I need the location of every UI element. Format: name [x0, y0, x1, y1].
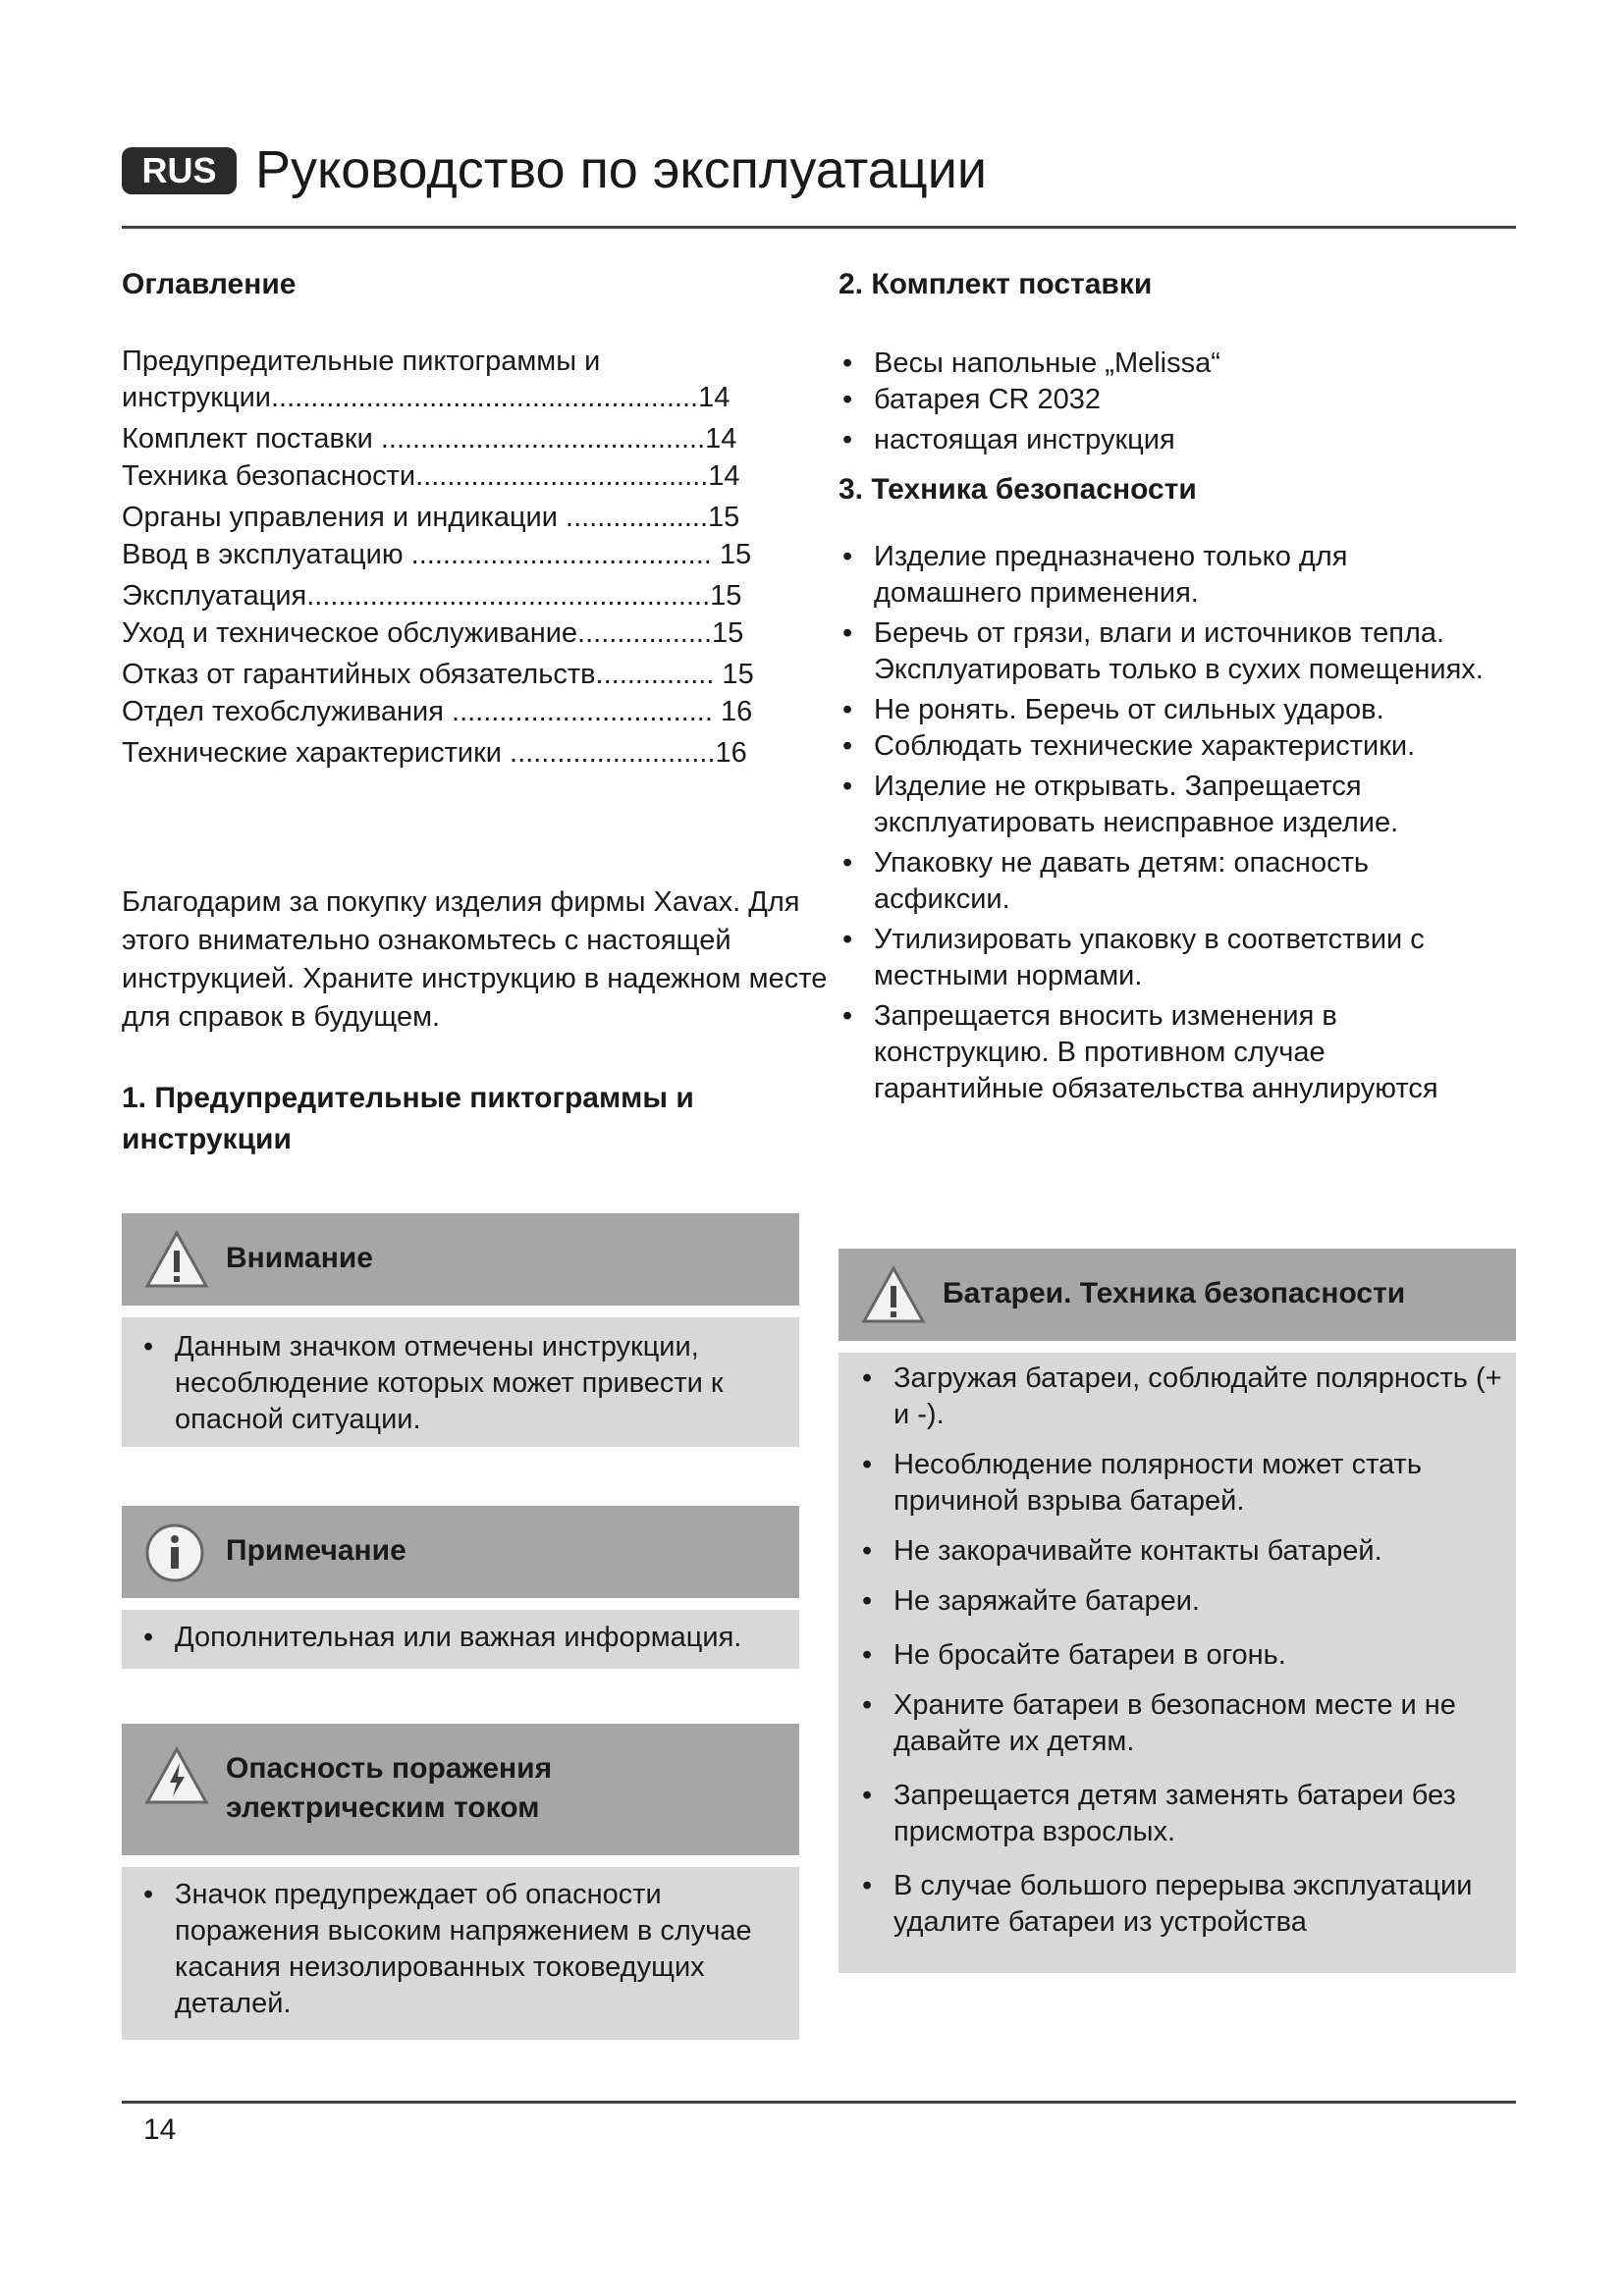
header-divider — [122, 226, 1516, 229]
toc-heading: Оглавление — [122, 268, 297, 300]
note-box-text: • Дополнительная или важная информация. — [139, 1620, 799, 1656]
batteries-box-header — [839, 1249, 1516, 1341]
info-circle-icon — [143, 1522, 206, 1592]
safety-item: • Утилизировать упаковку в соответствии с местными нормами. — [839, 922, 1542, 994]
page-header — [122, 140, 1516, 228]
electric-hazard-box-header — [122, 1724, 799, 1855]
batteries-box-title: Батареи. Техника безопасности — [943, 1277, 1406, 1309]
toc-item: Уход и техническое обслуживание.................15 — [122, 617, 744, 649]
safety-item: • Изделие не открывать. Запрещается эксплуатировать неисправное изделие. — [839, 769, 1463, 841]
battery-item: • Храните батареи в безопасном месте и не давайте их детям. — [858, 1687, 1506, 1760]
warning-box-text: • Данным значком отмечены инструкции, несоблюдение которых может привести к опасной ситуации. — [139, 1329, 785, 1438]
electric-hazard-box-body — [122, 1867, 799, 2040]
safety-item: • Беречь от грязи, влаги и источников тепла. Эксплуатировать только в сухих помещениях. — [839, 615, 1545, 688]
delivery-item: • батарея CR 2032 — [839, 382, 1545, 418]
note-box-title: Примечание — [226, 1534, 406, 1567]
battery-item: • Несоблюдение полярности может стать причиной взрыва батарей. — [858, 1447, 1443, 1520]
electric-hazard-icon — [143, 1745, 210, 1814]
toc-item: Отдел техобслуживания ................................. 16 — [122, 696, 753, 727]
section-1 — [122, 1078, 750, 1160]
warning-triangle-icon — [143, 1229, 210, 1298]
page-number: 14 — [143, 2113, 177, 2146]
warning-box-title: Внимание — [226, 1242, 373, 1274]
toc-item: Органы управления и индикации ..................15 — [122, 502, 740, 533]
safety-item: • Запрещается вносить изменения в конструкцию. В противном случае гарантийные обязательства аннулируются — [839, 998, 1502, 1107]
toc-item: Комплект поставки .........................................14 — [122, 423, 737, 454]
battery-item: • Не закорачивайте контакты батарей. — [858, 1533, 1506, 1570]
intro-text: Благодарим за покупку изделия фирмы Xavax. Для этого внимательно ознакомьтесь с настоящей инструкцией. Храните инструкцию в надежном месте для справок в будущем. — [122, 886, 828, 1033]
battery-item: • В случае большого перерыва эксплуатации удалите батареи из устройства — [858, 1868, 1506, 1941]
warning-box-header — [122, 1213, 799, 1306]
battery-item: • Не заряжайте батареи. — [858, 1583, 1506, 1620]
section-3-heading: 3. Техника безопасности — [839, 473, 1197, 506]
safety-list — [839, 539, 1545, 1107]
toc-item: Техника безопасности.....................................14 — [122, 460, 740, 492]
toc-item: Технические характеристики ..........................16 — [122, 737, 747, 769]
toc-item: Отказ от гарантийных обязательств............... 15 — [122, 659, 754, 690]
safety-item: • Не ронять. Беречь от сильных ударов. — [839, 692, 1545, 728]
delivery-list — [839, 346, 1545, 458]
warning-triangle-icon — [860, 1264, 927, 1333]
electric-hazard-box-title: Опасность поражения электрическим током — [226, 1752, 553, 1824]
safety-item: • Изделие предназначено только для домашнего применения. — [839, 539, 1365, 612]
electric-hazard-box-text: • Значок предупреждает об опасности поражения высоким напряжением в случае касания неизолированных токоведущих деталей. — [139, 1877, 760, 2022]
batteries-safety-box — [839, 1249, 1516, 1975]
battery-item: • Загружая батареи, соблюдайте полярность (+ и -). — [858, 1361, 1506, 1433]
note-box-body — [122, 1610, 799, 1669]
intro-block — [122, 883, 829, 1037]
toc-item: Эксплуатация...................................................15 — [122, 580, 742, 612]
warning-box-body — [122, 1317, 799, 1447]
section-2-heading: 2. Комплект поставки — [839, 268, 1153, 300]
right-column — [839, 265, 1545, 1111]
electric-hazard-box — [122, 1724, 799, 2042]
delivery-item: • Весы напольные „Melissa“ — [839, 346, 1545, 382]
battery-item: • Запрещается детям заменять батареи без присмотра взрослых. — [858, 1778, 1506, 1850]
battery-item: • Не бросайте батареи в огонь. — [858, 1637, 1506, 1674]
left-column — [122, 265, 829, 776]
document-title: Руководство по эксплуатации — [255, 140, 988, 199]
section-1-heading: 1. Предупредительные пиктограммы и инструкции — [122, 1082, 694, 1155]
footer-divider — [122, 2101, 1516, 2104]
safety-item: • Соблюдать технические характеристики. — [839, 728, 1545, 765]
table-of-contents — [122, 344, 829, 772]
delivery-item: • настоящая инструкция — [839, 422, 1545, 458]
toc-item: Ввод в эксплуатацию ...................................... 15 — [122, 539, 752, 570]
warning-box — [122, 1213, 799, 1449]
note-box — [122, 1506, 799, 1671]
safety-item: • Упаковку не давать детям: опасность асфиксии. — [839, 845, 1483, 918]
language-badge: RUS — [122, 147, 237, 194]
toc-item: Предупредительные пиктограммы и инструкции......................................................14 — [122, 346, 731, 413]
note-box-header — [122, 1506, 799, 1598]
batteries-box-body — [839, 1353, 1516, 1973]
